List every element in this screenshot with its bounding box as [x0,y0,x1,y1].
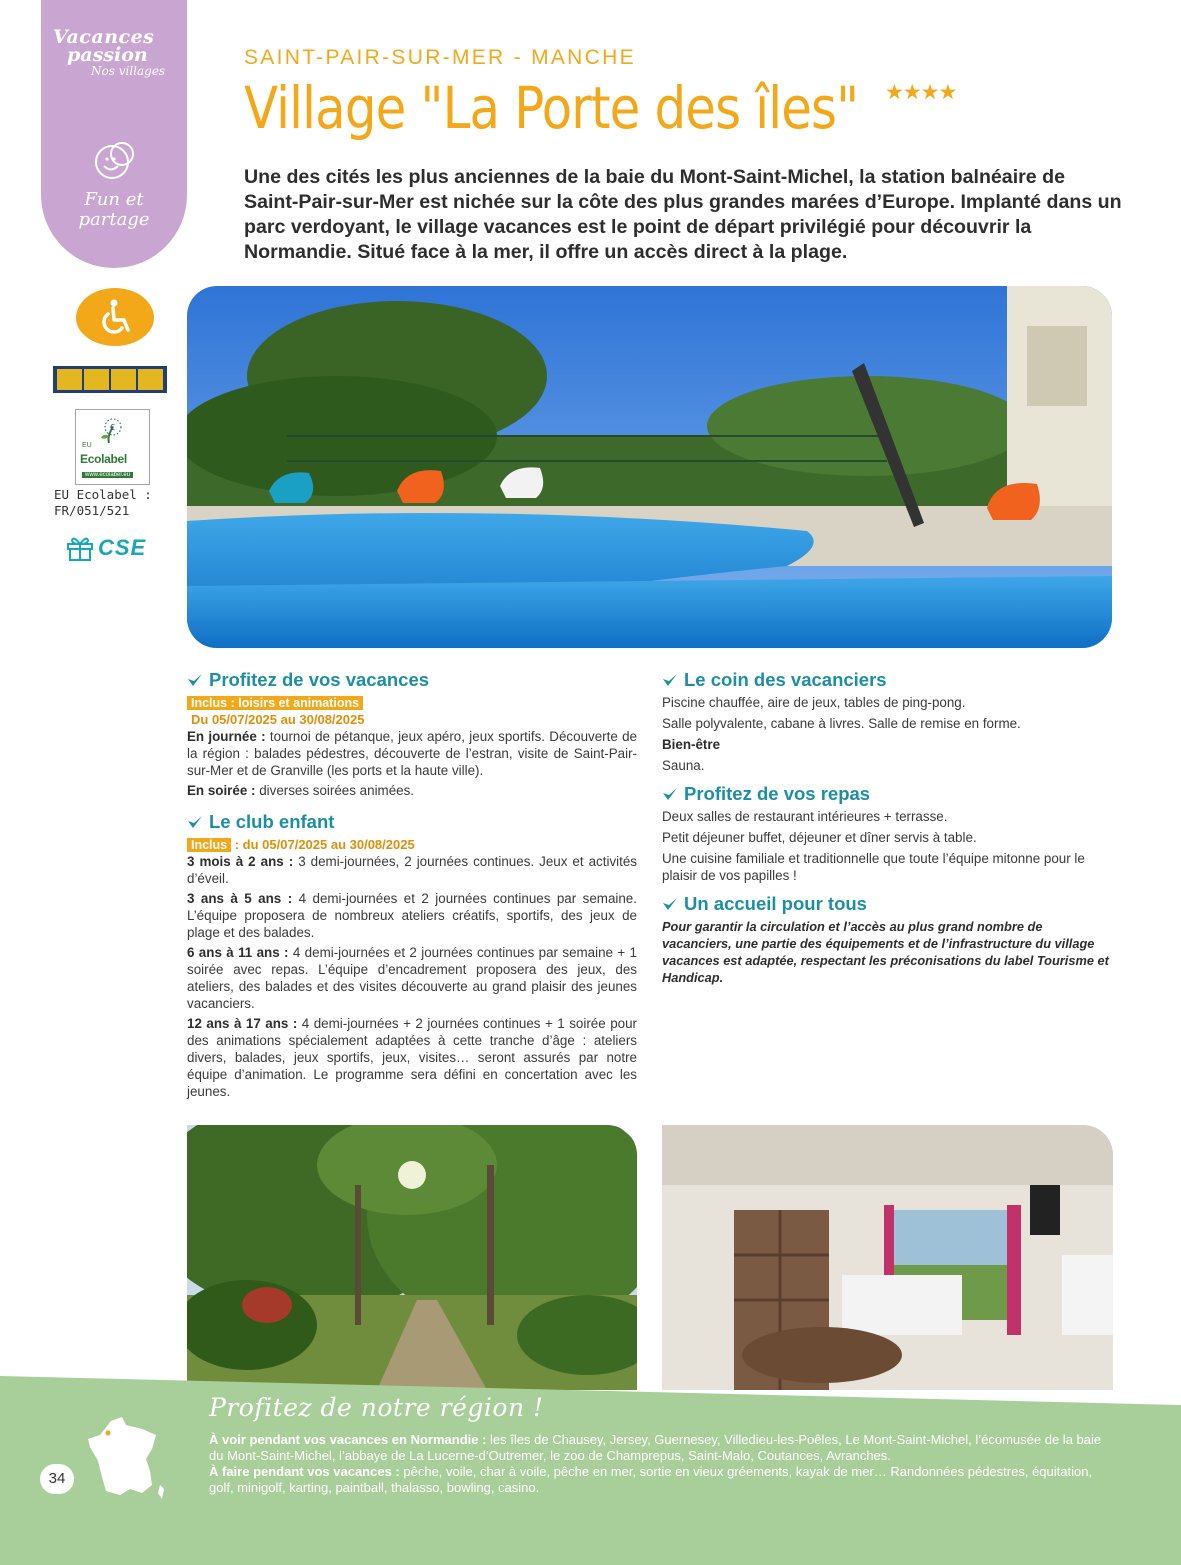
ecolabel-flower-icon [95,414,131,444]
club-title: Le club enfant [209,811,335,832]
intro-paragraph: Une des cités les plus anciennes de la baie du Mont-Saint-Michel, la station balnéaire de Saint-Pair-sur-Mer est nichée sur la côte des plus grandes marées d’Europe. Implanté dans un parc verdoyant, le village vacances est le point de départ privilégié pour découvrir la Normandie. Situé face à la mer, il offre un accès direct à la plage. [244,166,1122,263]
repas-heading [662,782,1114,806]
repas-line-2: Petit déjeuner buffet, déjeuner et dîner servis à table. [662,830,977,845]
club-group [187,1015,637,1100]
coin-line-2: Salle polyvalente, cabane à livres. Salle de remise en forme. [662,716,1021,731]
rating-stars: ★★★★ [885,81,957,104]
repas-line-1: Deux salles de restaurant intérieures + terrasse. [662,809,948,824]
evening-text: diverses soirées animées. [259,783,415,798]
accueil-title: Un accueil pour tous [684,893,867,914]
club-group [187,853,637,887]
vacances-dates: Du 05/07/2025 au 30/08/2025 [191,712,365,727]
club-group-label: 3 ans à 5 ans : [187,891,293,906]
vacances-tag: Inclus : loisirs et animations [187,696,363,710]
hearing-disability-icon [84,369,109,390]
accueil-heading [662,892,1114,916]
accessibility-badge [76,288,154,346]
check-icon [662,672,678,688]
theme-label: Fun et partage [78,189,150,230]
club-dates: : du 05/07/2025 au 30/08/2025 [231,837,415,852]
club-group [187,890,637,941]
region-do-label: À faire pendant vos vacances : [209,1464,400,1479]
brand-tab [41,0,187,268]
accueil-text: Pour garantir la circulation et l’accès au plus grand nombre de vacanciers, une partie des équipements et de l’infrastructure du village vacances est adaptée, respectant les préconisations du label Tourisme et Handicap. [662,919,1109,985]
vacances-heading [187,668,637,692]
wellness-label: Bien-être [662,737,721,752]
wheelchair-icon [98,298,132,336]
club-group-label: 3 mois à 2 ans : [187,854,294,869]
france-map-icon [86,1415,166,1505]
club-group-label: 12 ans à 17 ans : [187,1016,298,1031]
club-group-text: 3 demi-journées, 2 journées continues. Jeux et activités d’éveil. [187,854,637,886]
cse-badge [66,535,146,561]
check-icon [187,814,203,830]
tourisme-handicap-label [53,366,167,393]
coin-title: Le coin des vacanciers [684,669,887,690]
ecolabel-eu: EU [82,442,92,449]
region-do [209,1464,1119,1496]
cse-label: CSE [98,535,147,560]
vacances-title: Profitez de vos vacances [209,669,430,690]
region-do-text: pêche, voile, char à voile, pêche en mer, sortie en vieux gréements, kayak de mer… Randonnées pédestres, équitation, golf, minigolf, karting, paintball, thalasso, bowling, casino. [209,1464,1093,1495]
logo-line-2: passion [67,44,148,66]
check-icon [187,672,203,688]
logo-line-1: Vacances [53,26,155,48]
page-number: 34 [40,1464,74,1494]
club-group-text: 4 demi-journées et 2 journées continues par semaine + 1 soirée avec repas. L’équipe d’encadrement proposera des jeux, des ateliers, des balades et des visites découverte au grand plaisir des jeunes vacanciers. [187,945,637,1011]
room-photo [662,1125,1113,1390]
mental-disability-icon [57,369,82,390]
coin-heading [662,668,1114,692]
park-photo [187,1125,637,1390]
logo-line-3: Nos villages [91,64,166,78]
left-column [187,668,637,1103]
coin-line-1: Piscine chauffée, aire de jeux, tables de ping-pong. [662,695,966,710]
club-tag: Inclus [187,838,231,852]
region-see-text: les îles de Chausey, Jersey, Guernesey, Villedieu-les-Poêles, Le Mont-Saint-Michel, l’écomusée de la baie du Mont-Saint-Michel, l’abbaye de La Lucerne-d’Outremer, le zoo de Champrepus, Saint-Malo, Coutances, Avranches. [209,1432,1102,1463]
club-heading [187,810,637,834]
ecolabel-url: www.ecolabel.eu [82,472,133,478]
visual-disability-icon [138,369,163,390]
check-icon [662,786,678,802]
wellness-text: Sauna. [662,758,705,773]
svg-text:€: € [110,423,116,432]
club-groups [187,853,637,1100]
vacances-evening [187,782,637,799]
club-group-text: 4 demi-journées + 2 journées continues + 1 soirée pour des animations spécialement adaptées à cette tranche d’âge : ateliers divers, balades, jeux sportifs, jeux, visites… seront assurés par notre équipe d’animation. Le programme sera défini en concertation avec les jeunes. [187,1016,637,1099]
day-text: tournoi de pétanque, jeux apéro, jeux sportifs. Découverte de la région : balades pédestres, découverte de l’estran, visite de Saint-Pair-sur-Mer et de Granville (les ports et la haute ville). [187,729,637,778]
region-see [209,1432,1119,1464]
ecolabel-name: Ecolabel [80,452,127,466]
club-group-label: 6 ans à 11 ans : [187,945,289,960]
day-label: En journée : [187,729,266,744]
ecolabel-text: EU Ecolabel : FR/051/521 [54,487,152,518]
page-title: Village "La Porte des îles" [244,74,859,142]
club-group-text: 4 demi-journées et 2 journées continues par semaine. L’équipe proposera de nombreux ateliers créatifs, sportifs, des jeux de plage et des balades. [187,891,637,940]
evening-label: En soirée : [187,783,256,798]
pool-photo [187,286,1112,648]
gift-icon [66,535,94,561]
region-text [209,1432,1119,1496]
repas-line-3: Une cuisine familiale et traditionnelle que toute l’équipe mitonne pour le plaisir de vos papilles ! [662,851,1085,883]
region-see-label: À voir pendant vos vacances en Normandie : [209,1432,487,1447]
smile-icon [92,138,138,184]
ecolabel-logo [75,409,150,485]
repas-title: Profitez de vos repas [684,783,871,804]
check-icon [662,896,678,912]
vacances-day [187,728,637,779]
brand-logo [53,28,177,78]
club-group [187,944,637,1012]
motor-disability-icon [111,369,136,390]
right-column [662,668,1114,986]
region-title: Profitez de notre région ! [209,1393,544,1422]
location: SAINT-PAIR-SUR-MER - MANCHE [244,46,636,69]
